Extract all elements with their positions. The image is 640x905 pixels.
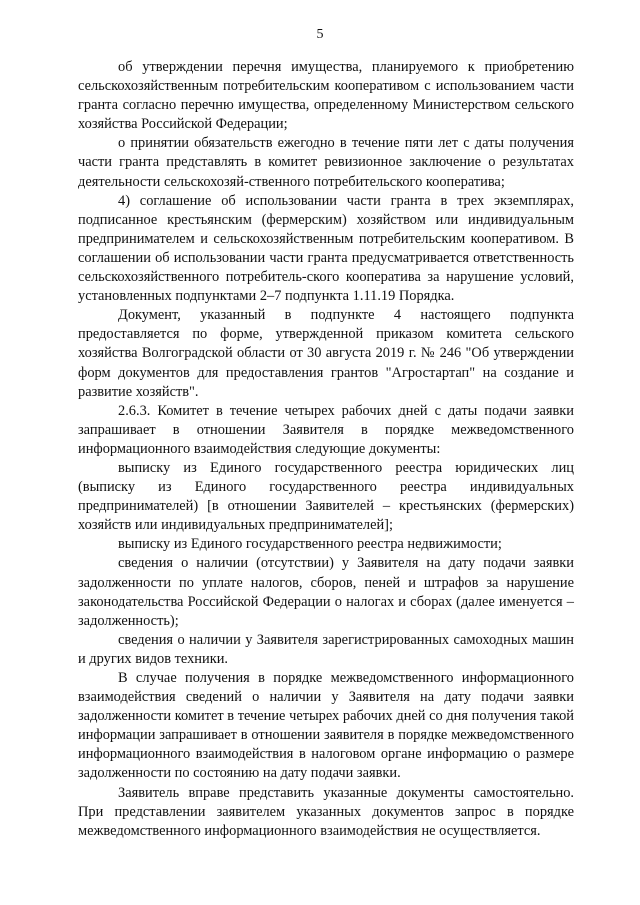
paragraph: сведения о наличии (отсутствии) у Заявителя на дату подачи заявки задолженности по уплате налогов, сборов, пеней и штрафов за нарушение законодательства Российской Федерации о налогах и сборах (далее именуется – задолженность);: [78, 555, 574, 629]
paragraph: В случае получения в порядке межведомственного информационного взаимодействия сведений о наличии у Заявителя на дату подачи заявки задолженности комитет в течение четырех рабочих дней со дня получения такой информации запрашивает в отношении заявителя в порядке межведомственного информационного взаимодействия в налоговом органе информацию о размере задолженности по состоянию на дату подачи заявки.: [78, 670, 574, 782]
paragraph: Документ, указанный в подпункте 4 настоящего подпункта предоставляется по форме, утвержденной приказом комитета сельского хозяйства Волгоградской области от 30 августа 2019 г. № 246 "Об утверждении форм документов для предоставления грантов "Агростартап" на создание и развитие хозяйств".: [78, 307, 574, 400]
paragraph: выписку из Единого государственного реестра юридических лиц (выписку из Единого государственного реестра индивидуальных предпринимателей) [в отношении Заявителей – крестьянских (фермерских) хозяйств или индивидуальных предпринимателей];: [78, 459, 574, 534]
paragraph: об утверждении перечня имущества, планируемого к приобретению сельскохозяйственным потребительским кооперативом с использованием части гранта согласно перечню имущества, определенному Министерством сельского хозяйства Российской Федерации;: [78, 59, 574, 133]
paragraph: 4) соглашение об использовании части гранта в трех экземплярах, подписанное крестьянским (фермерским) хозяйством или индивидуальным предпринимателем и сельскохозяйственным потребительским кооперативом. В соглашении об использовании части гранта предусматривается ответственность сельскохозяйственного потребитель-ского кооператива за нарушение условий, установленных подпунктами 2–7 подпункта 1.11.19 Порядка.: [78, 192, 574, 305]
paragraph: Заявитель вправе представить указанные документы самостоятельно. При представлении заявителем указанных документов запрос в порядке межведомственного информационного взаимодействия не осуществляется.: [78, 784, 574, 839]
paragraph: 2.6.3. Комитет в течение четырех рабочих дней с даты подачи заявки запрашивает в отношении Заявителя в порядке межведомственного информационного взаимодействия следующие документы:: [78, 402, 574, 457]
paragraph: о принятии обязательств ежегодно в течение пяти лет с даты получения части гранта представлять в комитет ревизионное заключение о результатах деятельности сельскохозяй-ственного потребительского кооператива;: [78, 135, 574, 190]
paragraph: выписку из Единого государственного реестра недвижимости;: [118, 536, 502, 553]
document-body: [78, 58, 574, 841]
paragraph: сведения о наличии у Заявителя зарегистрированных самоходных машин и других видов техники.: [78, 631, 574, 667]
page-number: 5: [316, 27, 324, 42]
